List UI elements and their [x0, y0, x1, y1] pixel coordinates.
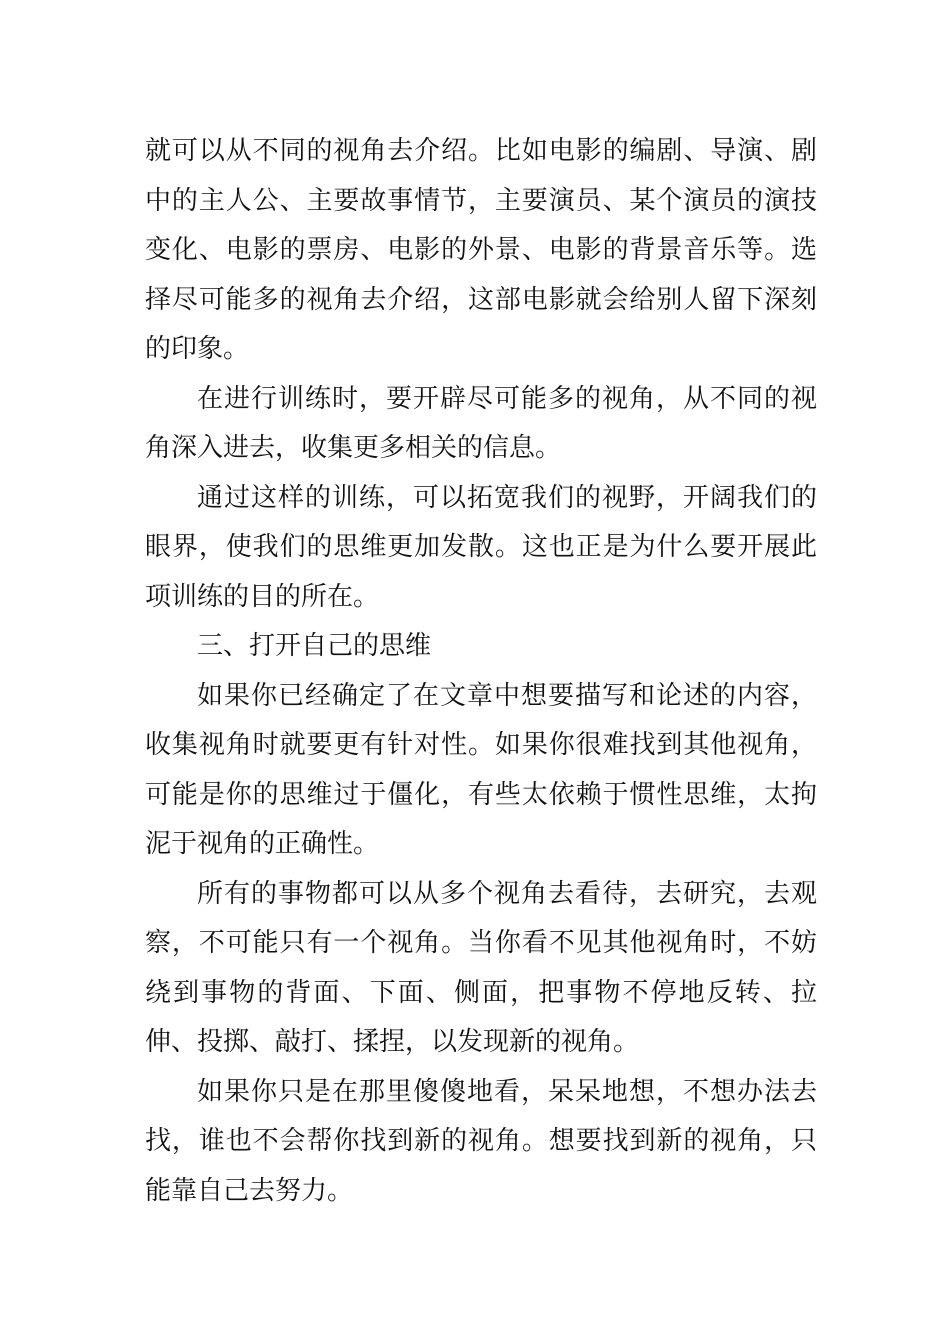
paragraph-own-effort: 如果你只是在那里傻傻地看，呆呆地想，不想办法去找，谁也不会帮你找到新的视角。想要找到新的视角，只能靠自己去努力。	[145, 1076, 817, 1206]
paragraph-training: 在进行训练时，要开辟尽可能多的视角，从不同的视角深入进去，收集更多相关的信息。	[145, 383, 817, 463]
paragraph-multiple-perspectives: 所有的事物都可以从多个视角去看待，去研究，去观察，不可能只有一个视角。当你看不见其他视角时，不妨绕到事物的背面、下面、侧面，把事物不停地反转、拉伸、投掷、敲打、揉捏，以发现新的视角。	[145, 878, 817, 1057]
paragraph-training-purpose: 通过这样的训练，可以拓宽我们的视野，开阔我们的眼界，使我们的思维更加发散。这也正是为什么要开展此项训练的目的所在。	[145, 482, 817, 612]
paragraph-targeted-collection: 如果你已经确定了在文章中想要描写和论述的内容，收集视角时就要更有针对性。如果你很难找到其他视角，可能是你的思维过于僵化，有些太依赖于惯性思维，太拘泥于视角的正确性。	[145, 680, 817, 859]
paragraph-continued-intro: 就可以从不同的视角去介绍。比如电影的编剧、导演、剧中的主人公、主要故事情节，主要演员、某个演员的演技变化、电影的票房、电影的外景、电影的背景音乐等。选择尽可能多的视角去介绍，这部电影就会给别人留下深刻的印象。	[145, 136, 817, 364]
document-body	[145, 127, 817, 1216]
section-heading: 三、打开自己的思维	[197, 631, 432, 661]
